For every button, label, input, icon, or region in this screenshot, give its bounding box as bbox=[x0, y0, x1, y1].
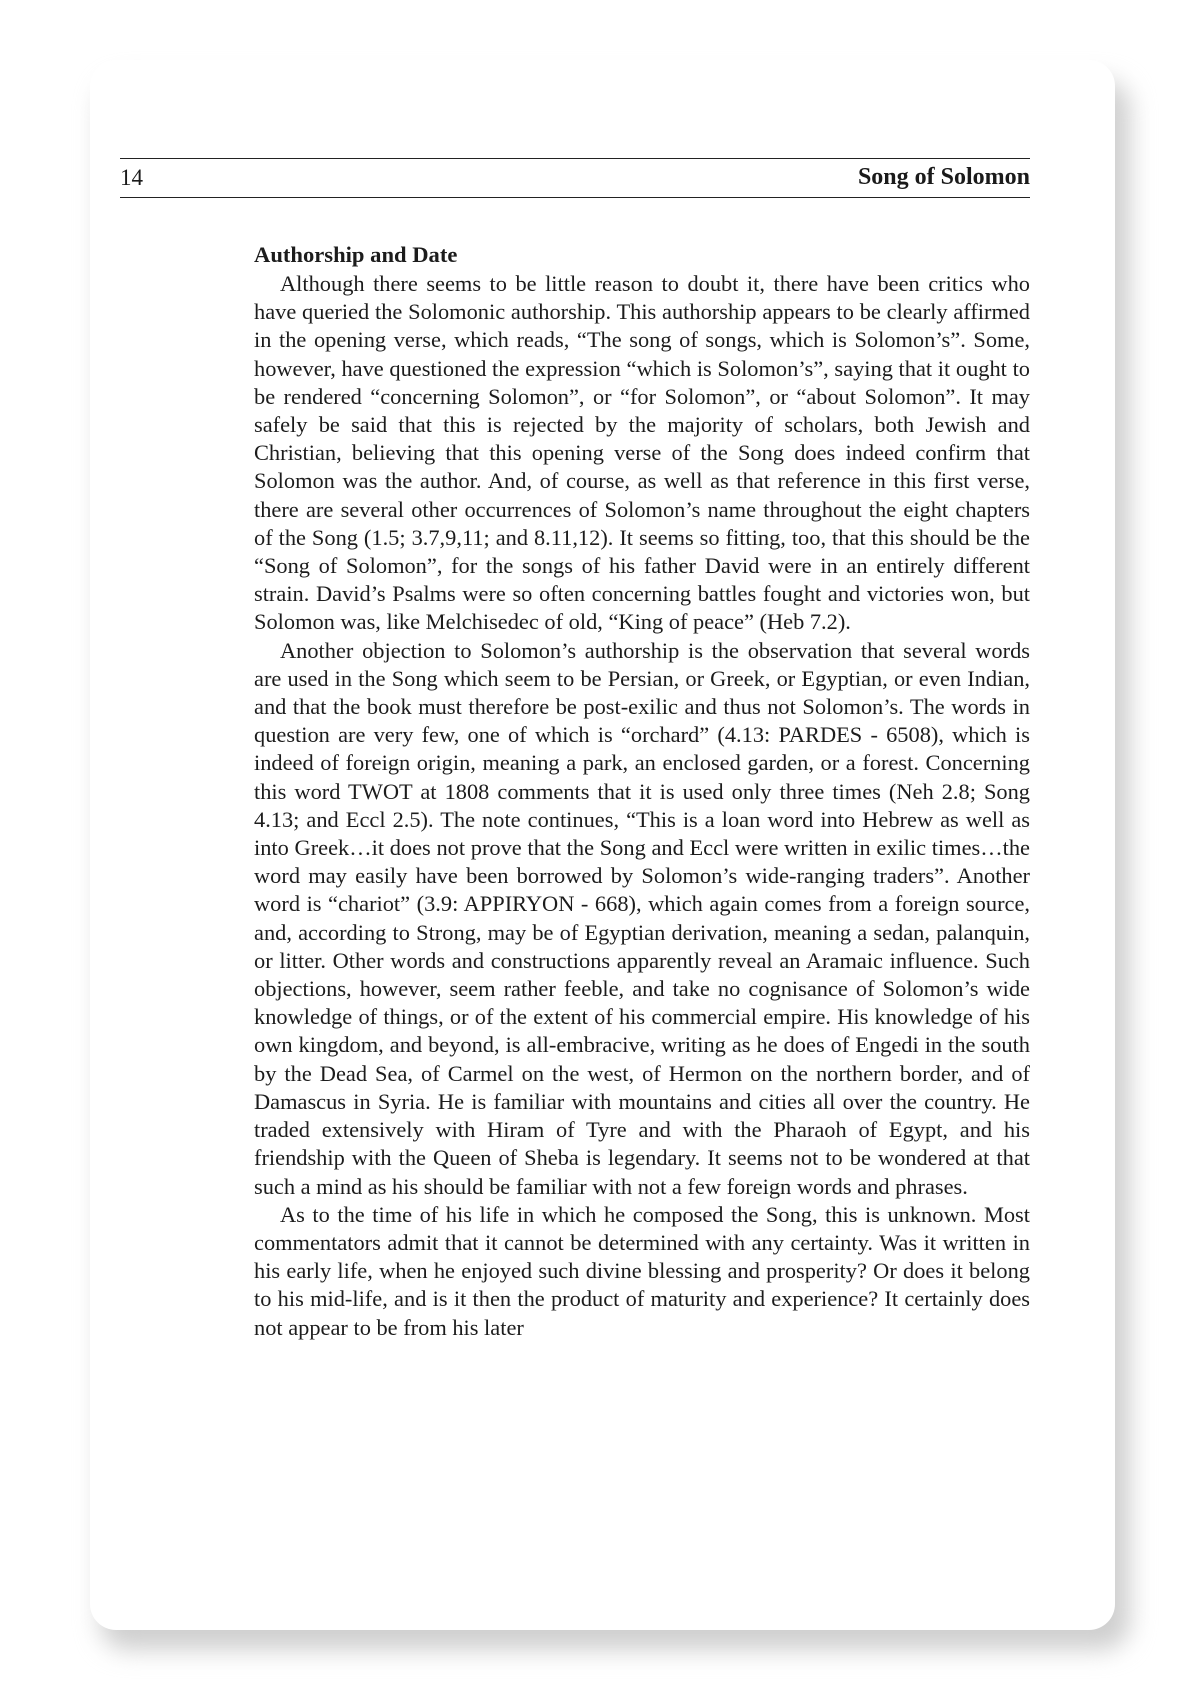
page-number: 14 bbox=[120, 165, 143, 190]
running-header bbox=[120, 158, 1030, 198]
document-page bbox=[90, 60, 1115, 1630]
running-title: Song of Solomon bbox=[857, 164, 1030, 190]
body-text bbox=[254, 240, 1030, 1342]
paragraph-2: Another objection to Solomon’s authorship is the observation that several words are used in the Song which seem to be Persian, or Greek, or Egyptian, or even Indian, and that the book must therefore be post-exilic and thus not Solomon’s. The words in question are very few, one of which is “orchard” (4.13: PARDES - 6508), which is indeed of foreign origin, meaning a park, an enclosed garden, or a forest. Concerning this word TWOT at 1808 comments that it is used only three times (Neh 2.8; Song 4.13; and Eccl 2.5). The note continues, “This is a loan word into Hebrew as well as into Greek…it does not prove that the Song and Eccl were written in exilic times…the word may easily have been borrowed by Solomon’s wide-ranging traders”. Another word is “chariot” (3.9: APPIRYON - 668), which again comes from a foreign source, and, according to Strong, may be of Egyptian derivation, meaning a sedan, palanquin, or litter. Other words and constructions apparently reveal an Aramaic influence. Such objections, however, seem rather feeble, and take no cognisance of Solomon’s wide knowledge of things, or of the extent of his commercial empire. His knowledge of his own kingdom, and beyond, is all-embracive, writing as he does of Engedi in the south by the Dead Sea, of Carmel on the west, of Hermon on the northern border, and of Damascus in Syria. He is familiar with mountains and cities all over the country. He traded extensively with Hiram of Tyre and with the Pharaoh of Egypt, and his friendship with the Queen of Sheba is legendary. It seems not to be wondered at that such a mind as his should be familiar with not a few foreign words and phrases. bbox=[254, 637, 1030, 1199]
section-heading: Authorship and Date bbox=[254, 242, 458, 267]
paragraph-3: As to the time of his life in which he composed the Song, this is unknown. Most commentators admit that it cannot be determined with any certainty. Was it written in his early life, when he enjoyed such divine blessing and prosperity? Or does it belong to his mid-life, and is it then the product of maturity and experience? It certainly does not appear to be from his later bbox=[254, 1201, 1030, 1340]
paragraph-1: Although there seems to be little reason to doubt it, there have been critics who have queried the Solomonic authorship. This authorship appears to be clearly affirmed in the opening verse, which reads, “The song of songs, which is Solomon’s”. Some, however, have questioned the expression “which is Solomon’s”, saying that it ought to be rendered “concerning Solomon”, or “for Solomon”, or “about Solomon”. It may safely be said that this is rejected by the majority of scholars, both Jewish and Christian, believing that this opening verse of the Song does indeed confirm that Solomon was the author. And, of course, as well as that reference in this first verse, there are several other occurrences of Solomon’s name throughout the eight chapters of the Song (1.5; 3.7,9,11; and 8.11,12). It seems so fitting, too, that this should be the “Song of Solomon”, for the songs of his father David were in an entirely different strain. David’s Psalms were so often concerning battles fought and victories won, but Solomon was, like Melchisedec of old, “King of peace” (Heb 7.2). bbox=[254, 271, 1030, 635]
